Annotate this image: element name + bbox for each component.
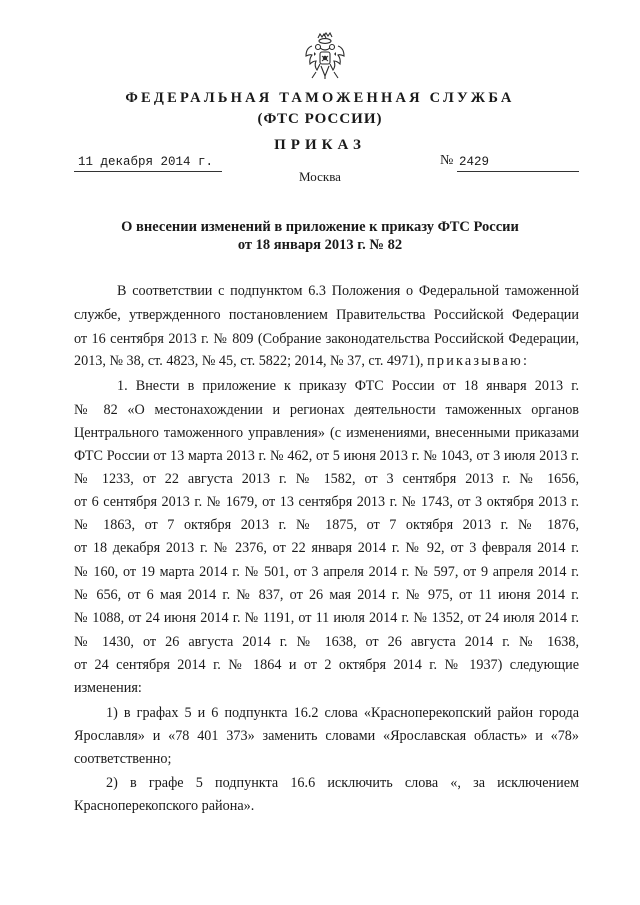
- number-label: №: [440, 153, 454, 168]
- body-line: ФТС России от 13 марта 2013 г. № 462, от 5 июня 2013 г. № 1043, от 3 июля 2013 г.: [74, 448, 579, 464]
- body-line: от 16 сентября 2013 г. № 809 (Собрание законодательства Российской Федерации,: [74, 331, 579, 347]
- organization-name: ФЕДЕРАЛЬНАЯ ТАМОЖЕННАЯ СЛУЖБА: [125, 90, 515, 106]
- body-line: от 24 сентября 2014 г. № 1864 и от 2 октября 2014 г. № 1937) следующие: [74, 657, 579, 673]
- document-type: ПРИКАЗ: [274, 137, 366, 153]
- body-line: от 18 декабря 2013 г. № 2376, от 22 января 2014 г. № 92, от 3 февраля 2014 г.: [74, 540, 579, 556]
- body-line: № 160, от 19 марта 2014 г. № 501, от 3 апреля 2014 г. № 597, от 9 апреля 2014 г.: [74, 564, 579, 580]
- body-line: Ярославля» и «78 401 373» заменить словами «Ярославская область» и «78»: [74, 728, 579, 744]
- body-line: соответственно;: [74, 751, 172, 767]
- organization-short-name: (ФТС РОССИИ): [257, 111, 383, 127]
- body-line: № 1863, от 7 октября 2013 г. № 1875, от 7 октября 2013 г. № 1876,: [74, 517, 579, 533]
- body-line: изменения:: [74, 680, 142, 696]
- document-number: 2429: [459, 155, 490, 169]
- body-text: 2013, № 38, ст. 4823, № 45, ст. 5822; 2014, № 37, ст. 4971),: [74, 353, 424, 369]
- body-line: Красноперекопского района».: [74, 798, 255, 814]
- body-line: № 656, от 6 мая 2014 г. № 837, от 26 мая 2014 г. № 975, от 11 июня 2014 г.: [74, 587, 579, 603]
- body-line: № 1430, от 26 августа 2014 г. № 1638, от 26 августа 2014 г. № 1638,: [74, 634, 579, 650]
- russian-coat-of-arms-icon: [304, 32, 346, 80]
- document-date: 11 декабря 2014 г.: [78, 155, 214, 169]
- document-title-line-1: О внесении изменений в приложение к приказу ФТС России: [121, 219, 519, 235]
- body-line: В соответствии с подпунктом 6.3 Положения о Федеральной таможенной: [117, 283, 579, 299]
- body-line: Центрального таможенного управления» (с изменениями, внесенными приказами: [74, 425, 579, 441]
- city: Москва: [299, 169, 341, 184]
- body-line: 2) в графе 5 подпункта 16.6 исключить слова «, за исключением: [106, 775, 579, 791]
- body-line: [74, 353, 579, 370]
- body-line: № 1233, от 22 августа 2013 г. № 1582, от 3 сентября 2013 г. № 1656,: [74, 471, 579, 487]
- body-line: от 6 сентября 2013 г. № 1679, от 13 сентября 2013 г. № 1743, от 3 октября 2013 г.: [74, 494, 579, 510]
- document-title-line-2: от 18 января 2013 г. № 82: [237, 237, 403, 253]
- body-line: № 82 «О местонахождении и регионах деятельности таможенных органов: [74, 402, 579, 418]
- body-line: 1) в графах 5 и 6 подпункта 16.2 слова «Краснoперекопский район города: [106, 705, 579, 721]
- body-line: 1. Внести в приложение к приказу ФТС России от 18 января 2013 г.: [117, 378, 579, 394]
- order-word: приказываю:: [427, 353, 530, 369]
- body-line: № 1088, от 24 июня 2014 г. № 1191, от 11 июля 2014 г. № 1352, от 24 июля 2014 г.: [74, 610, 579, 626]
- body-line: службе, утвержденного постановлением Правительства Российской Федерации: [74, 307, 579, 323]
